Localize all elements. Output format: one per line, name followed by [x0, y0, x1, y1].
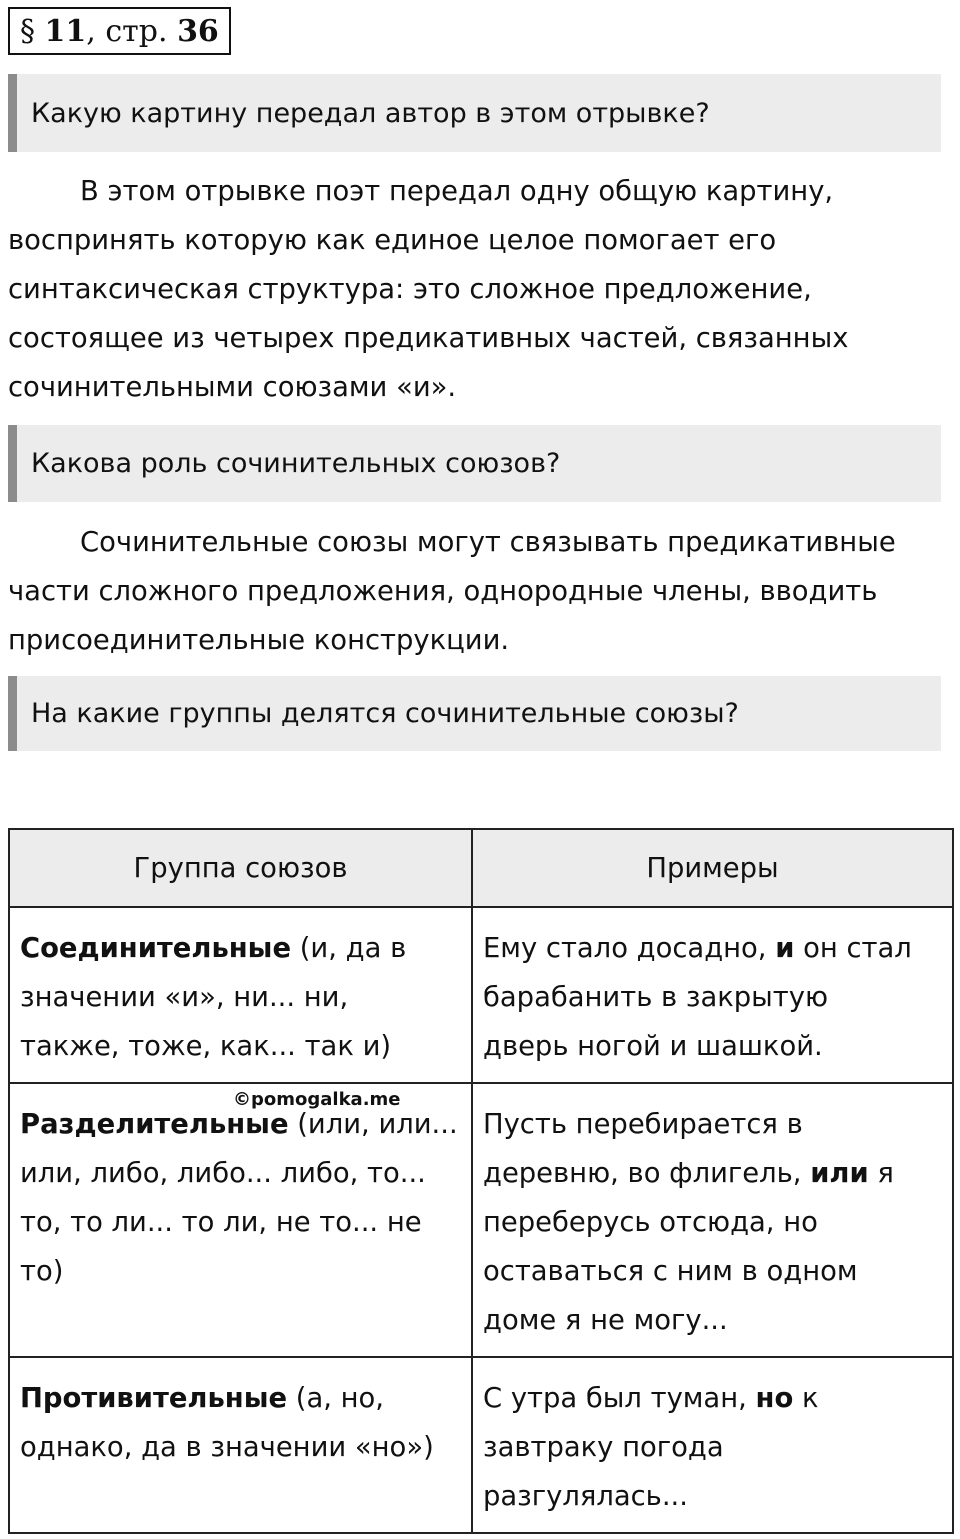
- group-text: (а, но,: [287, 1383, 385, 1414]
- example-cell: [472, 1083, 953, 1357]
- page-separator: , стр.: [86, 13, 168, 49]
- answer-2: [8, 518, 953, 665]
- group-cell: [9, 1083, 472, 1357]
- example-text: барабанить в закрытую: [483, 982, 829, 1013]
- group-label: Соединительные: [20, 933, 292, 964]
- answer-2-line: присоединительные конструкции.: [8, 625, 510, 656]
- example-text: оставаться с ним в одном: [483, 1256, 858, 1287]
- question-2: [8, 425, 941, 502]
- example-text: разгулялась...: [483, 1481, 688, 1512]
- group-text: или, либо, либо... либо, то...: [20, 1158, 426, 1189]
- example-keyword: и: [775, 933, 795, 964]
- question-2-text: Какова роль сочинительных союзов?: [31, 448, 561, 479]
- group-text: (и, да в: [291, 933, 407, 964]
- page-number: 36: [177, 13, 219, 49]
- group-text: однако, да в значении «но»): [20, 1432, 434, 1463]
- section-header: [8, 7, 231, 55]
- answer-1-line: сочинительными союзами «и».: [8, 372, 457, 403]
- group-text: также, тоже, как... так и): [20, 1031, 392, 1062]
- example-text: С утра был туман,: [483, 1383, 756, 1414]
- answer-1-line: состоящее из четырех предикативных частей, связанных: [8, 323, 849, 354]
- group-text: то, то ли... то ли, не то... не: [20, 1207, 422, 1238]
- example-cell: [472, 907, 953, 1083]
- answer-1-line: синтаксическая структура: это сложное предложение,: [8, 274, 812, 305]
- group-cell: [9, 1357, 472, 1533]
- example-text: доме я не могу...: [483, 1305, 728, 1336]
- table-row: [9, 907, 953, 1083]
- example-text: Ему стало досадно,: [483, 933, 776, 964]
- example-text: Пусть перебирается в: [483, 1109, 803, 1140]
- example-text: деревню, во флигель,: [483, 1158, 811, 1189]
- example-cell: [472, 1357, 953, 1533]
- group-label: Противительные: [20, 1383, 288, 1414]
- group-text: то): [20, 1256, 64, 1287]
- table-header-row: [9, 829, 953, 907]
- example-text: дверь ногой и шашкой.: [483, 1031, 823, 1062]
- section-sign: §: [20, 13, 35, 49]
- answer-1-line: воспринять которую как единое целое помогает его: [8, 225, 777, 256]
- example-text: завтраку погода: [483, 1432, 724, 1463]
- answer-2-line: части сложного предложения, однородные члены, вводить: [8, 576, 878, 607]
- example-keyword: или: [810, 1158, 869, 1189]
- question-1-text: Какую картину передал автор в этом отрывке?: [31, 97, 710, 129]
- example-text: переберусь отсюда, но: [483, 1207, 818, 1238]
- conjunctions-table: [8, 828, 954, 1534]
- section-number: 11: [44, 13, 87, 49]
- question-1: [8, 74, 941, 152]
- answer-1: [8, 167, 953, 412]
- group-text: (или, или...: [288, 1109, 458, 1140]
- column-header-group: Группа союзов: [9, 829, 472, 907]
- answer-2-line: Сочинительные союзы могут связывать предикативные: [80, 527, 896, 558]
- table-row: [9, 1083, 953, 1357]
- table-row: [9, 1357, 953, 1533]
- question-3: [8, 676, 941, 751]
- example-keyword: но: [755, 1383, 794, 1414]
- question-3-text: На какие группы делятся сочинительные союзы?: [31, 698, 739, 729]
- group-cell: [9, 907, 472, 1083]
- example-text: к: [793, 1383, 819, 1414]
- watermark: ©pomogalka.me: [233, 1089, 401, 1110]
- answer-1-line: В этом отрывке поэт передал одну общую картину,: [80, 176, 834, 207]
- column-header-examples: Примеры: [472, 829, 953, 907]
- group-label: Разделительные: [20, 1109, 289, 1140]
- group-text: значении «и», ни... ни,: [20, 982, 349, 1013]
- example-text: я: [868, 1158, 894, 1189]
- example-text: он стал: [794, 933, 912, 964]
